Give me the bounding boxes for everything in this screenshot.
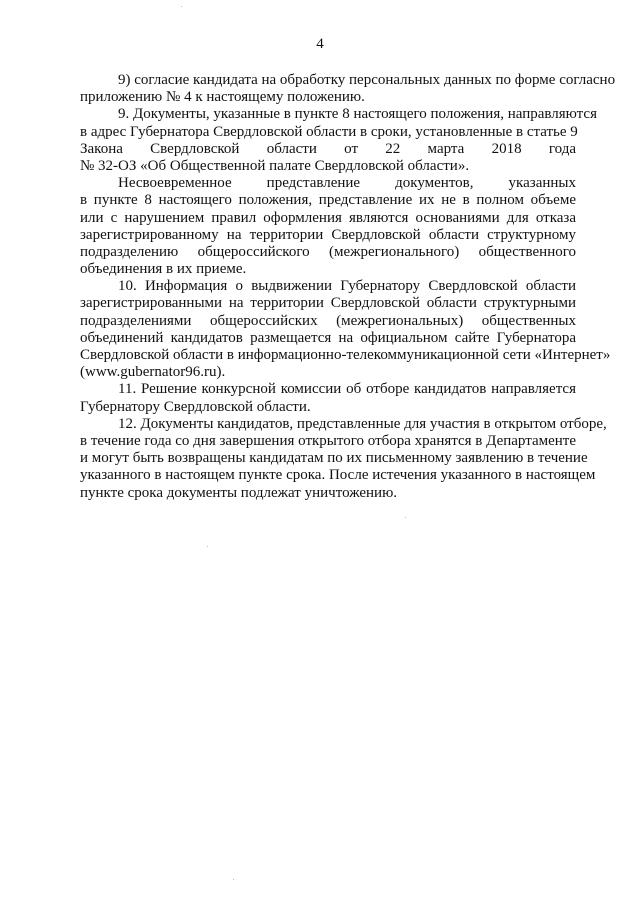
text-line: зарегистрированными на территории Свердловской области структурными	[80, 295, 576, 312]
text-line: зарегистрированному на территории Свердловской области структурному	[80, 226, 576, 243]
scan-speck	[181, 6, 182, 7]
text-line: объединений кандидатов размещается на официальном сайте Губернатора	[80, 329, 576, 346]
text-line: 9) согласие кандидата на обработку персональных данных по форме согласно	[118, 72, 616, 88]
text-line: в течение года со дня завершения открытого отбора хранятся в Департаменте	[80, 432, 576, 449]
paragraph-9	[80, 106, 597, 175]
text-line: объединения в их приеме.	[80, 261, 247, 278]
text-line: (www.gubernator96.ru).	[80, 364, 226, 381]
paragraph-10	[80, 278, 611, 381]
paragraph-11	[80, 381, 576, 415]
text-line: 12. Документы кандидатов, представленные для участия в открытом отборе,	[118, 415, 607, 432]
scan-speck	[207, 546, 208, 547]
text-line: Несвоевременное представление документов, указанных	[118, 175, 576, 192]
paragraph-9-item	[80, 72, 616, 106]
text-line: пункте срока документы подлежат уничтожению.	[80, 484, 398, 501]
text-line: в адрес Губернатора Свердловской области в сроки, установленные в статье 9	[80, 123, 578, 140]
text-line: Губернатору Свердловской области.	[80, 398, 311, 415]
text-line: в пункте 8 настоящего положения, представление их не в полном объеме	[80, 192, 576, 209]
text-line: 9. Документы, указанные в пункте 8 настоящего положения, направляются	[118, 106, 597, 123]
document-body	[80, 72, 616, 502]
text-line: 10. Информация о выдвижении Губернатору Свердловской области	[118, 278, 576, 295]
text-line: или с нарушением правил оформления являются основаниями для отказа	[80, 209, 576, 226]
text-line: № 32-ОЗ «Об Общественной палате Свердловской области».	[80, 157, 470, 174]
scan-speck	[233, 879, 234, 880]
text-line: указанного в настоящем пункте срока. После истечения указанного в настоящем	[80, 467, 596, 484]
text-line: подразделениями общероссийских (межрегиональных) общественных	[80, 312, 576, 329]
text-line: Закона Свердловской области от 22 марта 2018 года	[80, 140, 576, 157]
text-line: и могут быть возвращены кандидатам по их письменному заявлению в течение	[80, 450, 588, 467]
text-line: 11. Решение конкурсной комиссии об отборе кандидатов направляется	[118, 381, 576, 398]
text-line: подразделению общероссийского (межрегионального) общественного	[80, 243, 576, 260]
paragraph-12	[80, 415, 607, 502]
scan-speck	[405, 517, 406, 518]
paragraph-9-late-submission	[80, 175, 576, 278]
text-line: Свердловской области в информационно-телекоммуникационной сети «Интернет»	[80, 347, 611, 363]
text-line: приложению № 4 к настоящему положению.	[80, 89, 365, 106]
page-number: 4	[316, 36, 324, 52]
